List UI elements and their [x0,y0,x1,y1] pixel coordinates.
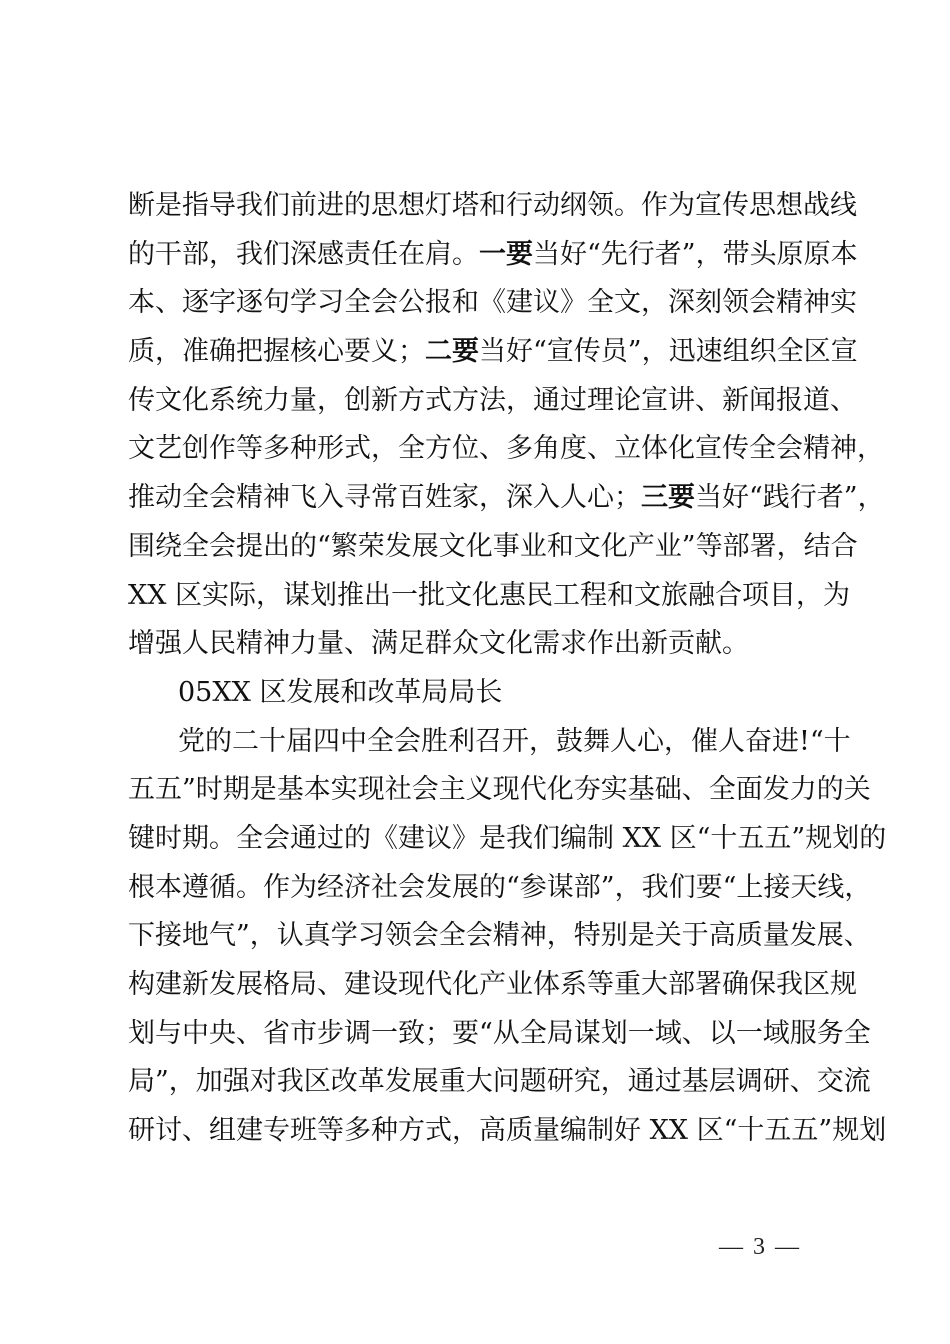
bold-keyword: 三要 [641,482,695,514]
text-segment: 当好“宣传员”，迅速组织全区宣 [479,336,858,368]
text-segment: 的干部，我们深感责任在肩。 [128,238,479,270]
text-segment: 质，准确把握核心要义； [128,336,425,368]
text-segment: 推动全会精神飞入寻常百姓家，深入人心； [128,482,641,514]
text-line: 划与中央、省市步调一致；要“从全局谋划一域、以一域服务全 [128,1017,871,1049]
body-text [128,182,887,1156]
text-line: 05XX 区发展和改革局局长 [178,676,503,708]
text-line: 传文化系统力量，创新方式方法，通过理论宣讲、新闻报道、 [128,384,857,416]
text-segment: 当好“先行者”，带头原原本 [533,238,858,270]
text-line [128,474,885,523]
text-line: 下接地气”，认真学习领会全会精神，特别是关于高质量发展、 [128,920,871,952]
text-line: 文艺创作等多种形式，全方位、多角度、立体化宣传全会精神， [128,433,884,465]
text-line: 研讨、组建专班等多种方式，高质量编制好 XX 区“十五五”规划 [128,1115,887,1147]
bold-keyword: 二要 [425,336,479,368]
text-line: XX 区实际，谋划推出一批文化惠民工程和文旅融合项目，为 [128,579,851,611]
text-line [128,328,868,377]
text-line: 五五”时期是基本实现社会主义现代化夯实基础、全面发力的关 [128,774,871,806]
text-line: 党的二十届四中全会胜利召开，鼓舞人心，催人奋进!“十 [178,725,851,757]
text-line: 根本遵循。作为经济社会发展的“参谋部”，我们要“上接天线， [128,871,872,903]
text-line: 局”，加强对我区改革发展重大问题研究，通过基层调研、交流 [128,1066,871,1098]
bold-keyword: 一要 [479,238,533,270]
text-line: 本、逐字逐句学习全会公报和《建议》全文，深刻领会精神实 [128,287,857,319]
text-line: 围绕全会提出的“繁荣发展文化事业和文化产业”等部署，结合 [128,530,858,562]
text-segment: 当好“践行者”， [695,482,885,514]
text-line: 键时期。全会通过的《建议》是我们编制 XX 区“十五五”规划的 [128,822,887,854]
text-line: 断是指导我们前进的思想灯塔和行动纲领。作为宣传思想战线 [128,190,857,221]
text-line: 增强人民精神力量、满足群众文化需求作出新贡献。 [128,628,749,660]
text-line: 构建新发展格局、建设现代化产业体系等重大部署确保我区规 [128,969,857,1000]
page-number: — 3 — [719,1234,801,1260]
text-line [128,231,868,280]
